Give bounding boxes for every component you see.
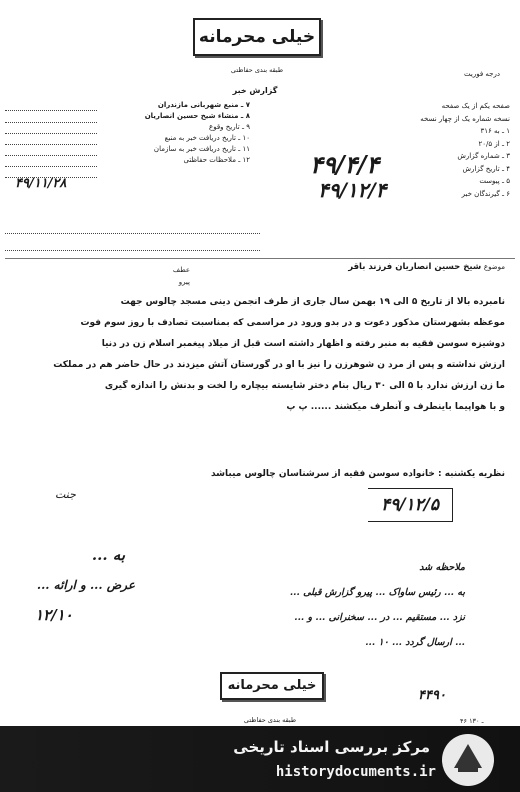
field-to: ۱ ـ به ۳۱۶ xyxy=(480,127,510,135)
footer-title: مرکز بررسی اسناد تاریخی xyxy=(233,738,430,756)
field-origin: ۸ ـ منشاء شیخ حسین انصاریان xyxy=(144,112,250,120)
body-line: ارزش نداشته و پس از مرد ن شوهرزن را نیز با او در گورستان آتش میزدند در حال حاضر هم در مملکت xyxy=(53,360,505,370)
right-hw-line: به ... رئیس ساواک ... پیرو گزارش قبلی ... xyxy=(289,587,465,598)
handwritten-number-2: ۴۹/۱۲/۴ xyxy=(318,178,387,202)
atf-label: عطف xyxy=(172,266,190,274)
left-handwritten-notes xyxy=(15,540,135,630)
opinion-row: نظریه یکشنبه : خانواده سوسن فقیه از سرشناسان چالوس میباشد xyxy=(210,469,505,479)
bottom-caption: طبقه بندی حفاظتی xyxy=(243,716,297,724)
field-source: ۷ ـ منبع شهربانی مازندران xyxy=(157,101,250,109)
degree-label: درجه فوریت xyxy=(464,70,500,78)
handwritten-serial: ۴۴۹۰ xyxy=(418,688,446,703)
opinion-label: نظریه یکشنبه xyxy=(444,469,505,479)
opinion-text: خانواده سوسن فقیه از سرشناسان چالوس میباشد xyxy=(210,469,435,479)
field-date-occurrence: ۹ ـ تاریخ وقوع xyxy=(209,123,250,131)
left-fields xyxy=(100,100,250,166)
field-date-received-source: ۱۰ ـ تاریخ دریافت خبر به منبع xyxy=(164,134,250,142)
atf-value: پیرو xyxy=(178,278,190,286)
body-line: نامبرده بالا از تاریخ ۵ الی ۱۹ بهمن سال جاری از طرف انجمن دینی مسجد چالوس جهت xyxy=(120,297,505,307)
right-hw-line: ... ارسال گردد ... ۱۰ ... xyxy=(365,637,465,648)
left-hw-line: عرض ... و ارائه ... xyxy=(36,578,135,592)
field-report-number: ۳ ـ شماره گزارش xyxy=(457,152,510,160)
top-classification-stamp: خیلی محرمانه xyxy=(193,18,321,56)
body-line: و با هواپیما باینطرف و آنطرف میکشند ...... پ پ xyxy=(286,402,505,412)
date-stamp-box xyxy=(368,488,453,522)
right-hw-line: نزد ... مستقیم ... در ... سخنرانی ... و ... xyxy=(294,612,465,623)
footer-banner xyxy=(0,726,520,792)
left-hw-line: به ... xyxy=(91,546,125,564)
form-code: ۴۶ ـ ۱۳۰ xyxy=(460,717,484,725)
left-hw-line: ۱۲/۱۰ xyxy=(35,606,73,624)
field-copy: نسخه شماره یک از چهار نسخه xyxy=(420,114,510,123)
left-date-value: ۴۹/۱۱/۲۸ xyxy=(15,176,67,191)
field-from: ۲ ـ از ۲۰/۵ xyxy=(478,139,510,148)
report-title: گزارش خبر xyxy=(232,86,278,95)
right-hw-line: ملاحظه شد xyxy=(419,562,465,573)
logo-icon xyxy=(440,732,496,788)
body-line: دوشیزه سوسن فقیه به منبر رفته و اظهار داشته است قبل از میلاد پیغمبر اسلام زن در دنیا xyxy=(101,339,505,349)
handwritten-number-1: ۴۹/۴/۴ xyxy=(310,150,380,179)
body-line: ما زن ارزش ندارد با ۵ الی ۳۰ ریال بنام دختر شایسته بیچاره را لخت و بدنش را اندازه گیری xyxy=(104,381,505,391)
date-stamp-value: ۴۹/۱۲/۵ xyxy=(380,495,440,515)
subject-label: موضوع xyxy=(483,263,505,271)
subject-row xyxy=(200,262,505,272)
field-report-date: ۴ ـ تاریخ گزارش xyxy=(462,164,510,173)
field-recipients: ۶ ـ گیرندگان خبر xyxy=(461,189,510,198)
body-line: موعظه بشهرستان مذکور دعوت و در بدو ورود در مراسمی که بمناسبت تصادف با روز سوم فوت xyxy=(80,318,505,328)
field-date-received-org: ۱۱ ـ تاریخ دریافت خبر به سازمان xyxy=(153,145,250,153)
field-protection-notes: ۱۲ ـ ملاحظات حفاظتی xyxy=(183,156,250,164)
report-body xyxy=(30,292,505,418)
right-handwritten-notes xyxy=(210,555,465,655)
field-attachment: ۵ ـ پیوست xyxy=(479,177,510,185)
field-page: صفحه یکم از یک صفحه xyxy=(441,102,510,110)
bottom-classification-stamp: خیلی محرمانه xyxy=(220,672,324,700)
subject-value: شیخ حسین انصاریان فرزند باقر xyxy=(348,262,482,272)
classification-caption: طبقه بندی حفاظتی xyxy=(230,66,284,74)
footer-url: historydocuments.ir xyxy=(275,764,436,780)
handwritten-jannat: جنت xyxy=(55,488,76,501)
